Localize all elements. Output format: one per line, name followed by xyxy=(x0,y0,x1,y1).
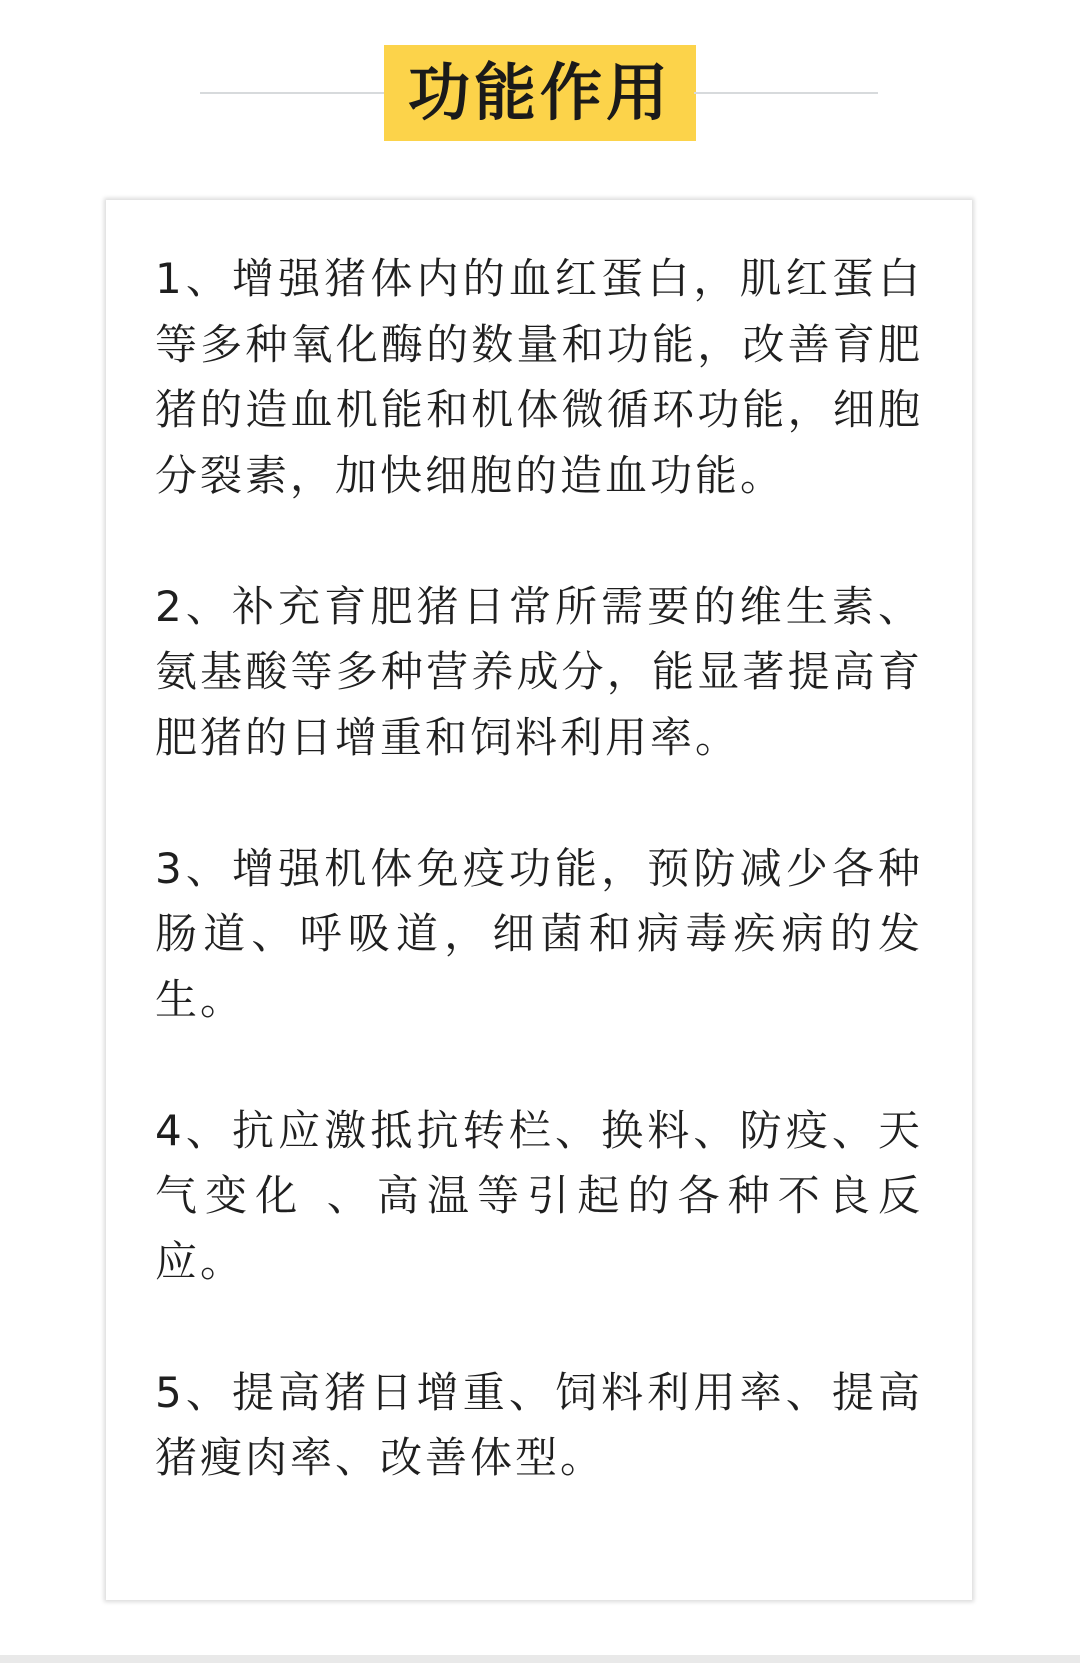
section-header xyxy=(0,45,1080,141)
function-item-1: 1、增强猪体内的血红蛋白，肌红蛋白等多种氧化酶的数量和功能，改善育肥猪的造血机能和机体微循环功能，细胞分裂素，加快细胞的造血功能。 xyxy=(155,254,923,500)
function-item-3: 3、增强机体免疫功能，预防减少各种肠道、呼吸道，细菌和病毒疾病的发生。 xyxy=(155,843,923,1024)
page-title: 功能作用 xyxy=(407,56,672,129)
function-item-5: 5、提高猪日增重、饲料利用率、提高猪瘦肉率、改善体型。 xyxy=(155,1367,923,1482)
title-badge xyxy=(384,45,696,141)
header-divider-left xyxy=(200,92,386,94)
header-divider-right xyxy=(694,92,878,94)
function-item-2: 2、补充育肥猪日常所需要的维生素、氨基酸等多种营养成分，能显著提高育肥猪的日增重和饲料利用率。 xyxy=(155,581,923,762)
content-card xyxy=(106,200,972,1600)
bottom-edge xyxy=(0,1655,1080,1663)
function-item-4: 4、抗应激抵抗转栏、换料、防疫、天气变化 、高温等引起的各种不良反应。 xyxy=(155,1105,923,1286)
